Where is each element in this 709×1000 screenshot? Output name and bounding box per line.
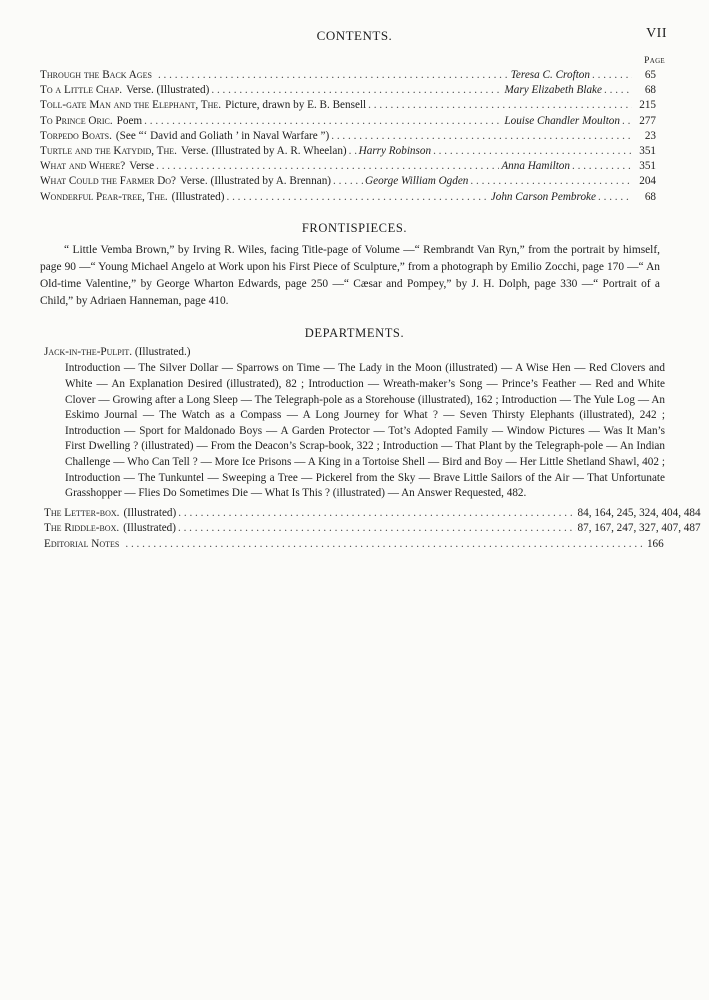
leader-dots — [156, 159, 499, 174]
toc-entry — [40, 144, 656, 159]
departments-heading: DEPARTMENTS. — [304, 326, 405, 340]
toc-entry — [40, 159, 656, 174]
entry-pages: 87, 167, 247, 327, 407, 487 — [577, 522, 701, 535]
page-column-label: Page — [644, 56, 665, 66]
jack-note: (Illustrated.) — [134, 346, 191, 358]
entry-note: Verse. (Illustrated) — [126, 84, 210, 97]
toc-entry — [40, 114, 656, 129]
entry-author: George William Ogden — [365, 175, 469, 188]
entry-title: To a Little Chap. — [40, 84, 123, 97]
toc-entry — [40, 129, 656, 144]
leader-dots — [572, 159, 632, 174]
entry-author: Teresa C. Crofton — [510, 69, 590, 81]
leader-dots — [125, 537, 645, 552]
entry-title: What Could the Farmer Do? — [40, 175, 177, 188]
jack-contents: Introduction — The Silver Dollar — Sparrows on Time — The Lady in the Moon (illustrated) — A Wise Hen — Red Clovers and White — An Explanation Desired (illustrated), 82 ; Introduction — Wreath-maker’s Song — Prince’s Feather — Red and White Clover — Growing after a Long Sleep — The Telegraph-pole as a Storehouse (illustrated), 162 ; Introduction — The Yule Log — An Eskimo Journal — The Watch as a Compass — A Long Journey for What ? — Seven Thirsty Elephants (illustrated), 242 ; Introduction — Sport for Maldonado Boys — A Garden Protector — Tot’s Adopted Family — Window Pictures — Was It Man’s First Dwelling ? (illustrated) — From the Deacon’s Scrap-book, 322 ; Introduction — That Plant by the Telegraph-pole — An Indian Challenge — Who Can Tell ? — More Ice Prisons — A King in a Tortoise Shell — Bird and Boy — Her Little Shetland Shawl, 402 ; Introduction — The Tunkuntel — Sweeping a Tree — Pickerel from the Sky — Brave Little Sailors of the Air — That Unfortunate Grasshopper — Flies Do Sometimes Die — What Is This ? (illustrated) — An Answer Requested, 482. — [65, 362, 665, 500]
entry-page: 68 — [644, 190, 656, 203]
entry-note: (See “‘ David and Goliath ’ in Naval Warfare ”) — [115, 129, 330, 142]
entry-page: 351 — [639, 160, 656, 173]
entry-author: Harry Robinson — [358, 144, 432, 157]
entry-note: Verse. (Illustrated by A. Brennan) — [180, 175, 332, 188]
entry-note: (Illustrated) — [171, 190, 225, 203]
entry-note: Verse. (Illustrated by A. R. Wheelan) — [180, 144, 347, 157]
entry-title: Torpedo Boats. — [40, 129, 112, 142]
department-entry — [44, 506, 701, 522]
frontispieces-heading: FRONTISPIECES. — [301, 221, 408, 235]
department-entries — [44, 506, 701, 553]
toc-entry — [40, 190, 656, 205]
toc-entry — [40, 68, 656, 83]
running-head: CONTENTS. — [316, 28, 393, 43]
entry-author: Mary Elizabeth Blake — [504, 84, 602, 97]
jack-title: Jack-in-the-Pulpit. — [44, 346, 133, 358]
entry-page: 277 — [639, 114, 656, 127]
entry-page: 68 — [644, 84, 656, 97]
department-entry — [44, 537, 662, 553]
leader-dots — [226, 190, 488, 205]
entry-note: (Illustrated) — [123, 506, 177, 519]
entry-pages: 84, 164, 245, 324, 404, 484 — [577, 506, 701, 519]
entry-author: John Carson Pembroke — [490, 190, 596, 203]
leader-dots — [592, 68, 632, 83]
leader-dots — [368, 98, 632, 113]
toc-entry — [40, 98, 656, 113]
leader-dots — [433, 144, 632, 159]
entry-title: Through the Back Ages — [40, 69, 152, 81]
leader-dots — [622, 114, 632, 129]
leader-dots — [349, 144, 357, 159]
jack-heading — [44, 345, 664, 360]
entry-page: 204 — [639, 175, 656, 188]
entry-note: Verse — [129, 160, 155, 173]
entry-title: Turtle and the Katydid, The. — [40, 144, 177, 157]
leader-dots — [333, 174, 363, 189]
entry-page: 23 — [644, 129, 656, 142]
entry-title: To Prince Oric. — [40, 114, 113, 127]
toc-entry — [40, 83, 656, 98]
contents-list — [40, 68, 656, 205]
leader-dots — [598, 190, 632, 205]
entry-title: The Riddle-box. — [44, 522, 120, 535]
entry-pages: 166 — [646, 537, 664, 550]
entry-note: (Illustrated) — [123, 522, 176, 535]
entry-author: Louise Chandler Moulton — [504, 114, 620, 127]
frontispieces-text: “ Little Vemba Brown,” by Irving R. Wiles, facing Title-page of Volume —“ Rembrandt Van Ryn,” from the portrait by himself, page 90 —“ Young Michael Angelo at Work upon his First Piece of Sculpture,” from a photograph by Emilio Zocchi, page 170 —“ An Old-time Valentine,” by George Wharton Edwards, page 250 —“ Cæsar and Pompey,” by J. H. Dolph, page 330 —“ Portrait of a Child,” by Adriaen Hanneman, page 410. — [40, 244, 660, 307]
entry-title: Toll-gate Man and the Elephant, The. — [40, 99, 222, 112]
leader-dots — [211, 83, 502, 98]
entry-page: 215 — [639, 99, 656, 112]
leader-dots — [604, 83, 632, 98]
entry-title: Wonderful Pear-tree, The. — [40, 190, 168, 203]
entry-title: Editorial Notes — [44, 537, 120, 550]
entry-page: 65 — [644, 69, 656, 81]
leader-dots — [331, 129, 632, 144]
entry-note: Picture, drawn by E. B. Bensell — [225, 99, 367, 112]
entry-author: Anna Hamilton — [501, 160, 570, 173]
leader-dots — [144, 114, 502, 129]
leader-dots — [178, 521, 576, 536]
entry-title: What and Where? — [40, 160, 126, 173]
leader-dots — [470, 174, 632, 189]
entry-title: The Letter-box. — [44, 506, 120, 519]
leader-dots — [178, 506, 575, 521]
departments-list — [44, 345, 701, 553]
page-folio: VII — [646, 26, 667, 41]
entry-page: 351 — [639, 144, 656, 157]
entry-note: Poem — [116, 114, 143, 127]
toc-entry — [40, 174, 656, 189]
leader-dots — [158, 68, 509, 83]
department-entry — [44, 521, 701, 537]
